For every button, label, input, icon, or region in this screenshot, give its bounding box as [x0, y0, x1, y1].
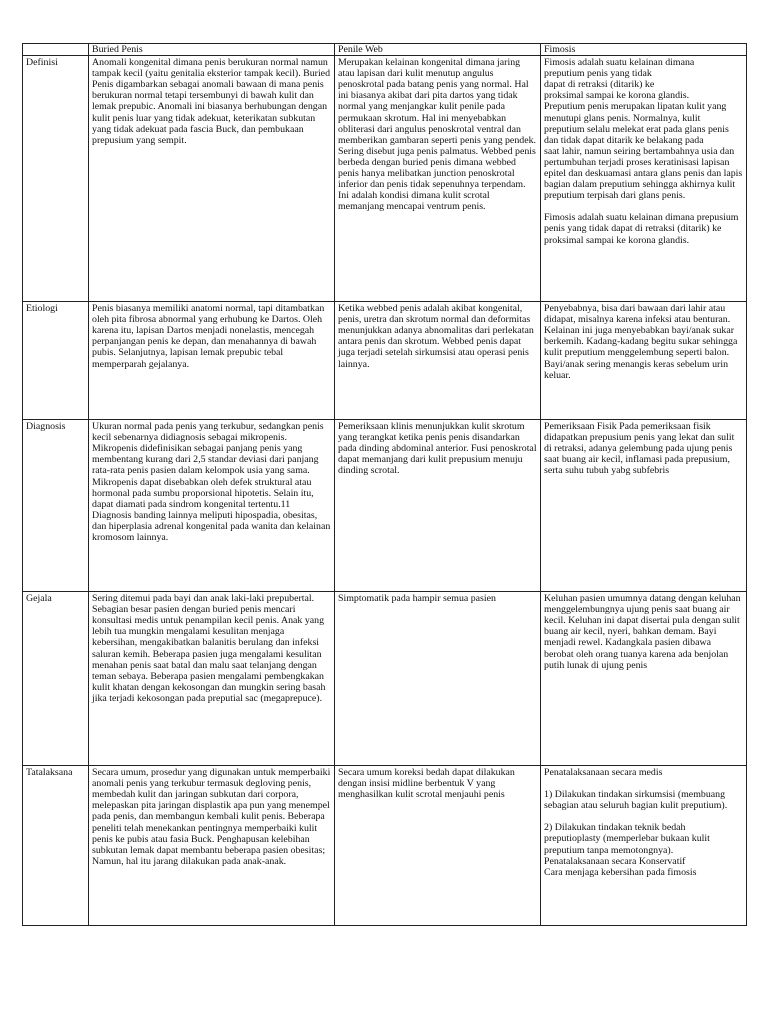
cell-definisi-buried-penis: Anomali kongenital dimana penis berukuran normal namun tampak kecil (yaitu genitalia eksterior tampak kecil). Buried Penis digambarkan sebagai anomali bawaan di mana penis berukuran normal tetapi tersembunyi di bawah kulit dan lemak prepubic. Anomali ini biasanya berhubungan dengan kulit penis luar yang tidak adekuat, keterikatan subkutan yang tidak adekuat pada fascia Buck, dan pembukaan prepusium yang sempit.	[89, 56, 335, 302]
cell-tatalaksana-fimosis	[541, 766, 747, 926]
row-label-diagnosis: Diagnosis	[23, 420, 89, 592]
definisi-fimosis-paragraph-2: Fimosis adalah suatu kelainan dimana prepusium penis yang tidak dapat di retraksi (ditarik) ke proksimal sampai ke korona glandis.	[544, 212, 739, 246]
cell-gejala-buried-penis: Sering ditemui pada bayi dan anak laki-laki prepubertal. Sebagian besar pasien dengan buried penis mencari konsultasi medis untuk penampilan kecil penis. Anak yang lebih tua mungkin mengalami kesulitan menjaga kebersihan, mengakibatkan balanitis berulang dan infeksi saluran kemih. Beberapa pasien juga mengalami kesulitan menahan penis saat batal dan malu saat telanjang dengan teman sebaya. Beberapa pasien mengalami pembengkakan kulit khatan dengan kekosongan dan mungkin sering basah jika terjadi kekosongan pada preputial sac (megaprepuce).	[89, 592, 335, 766]
cell-diagnosis-buried-penis: Ukuran normal pada penis yang terkubur, sedangkan penis kecil sebenarnya didiagnosis sebagai mikropenis. Mikropenis didefinisikan sebagai panjang penis yang membentang kurang dari 2,5 standar deviasi dari panjang rata-rata penis pasien dalam kelompok usia yang sama. Mikropenis dapat disebabkan oleh defek struktural atau hormonal pada sumbu proporsional hipotetis. Selain itu, dapat diamati pada sindrom kongenital tertentu.11 Diagnosis banding lainnya meliputi hipospadia, obesitas, dan hiperplasia adrenal kongenital pada wanita dan kelainan kromosom lainnya.	[89, 420, 335, 592]
row-label-etiologi: Etiologi	[23, 302, 89, 420]
cell-etiologi-buried-penis: Penis biasanya memiliki anatomi normal, tapi ditambatkan oleh pita fibrosa abnormal yang erhubung ke Dartos. Oleh karena itu, lapisan Dartos menjadi nonelastis, mencegah perpanjangan penis ke depan, dan menahannya di bawah pubis. Selanjutnya, lapisan lemak prepubic tebal memperparah gejalanya.	[89, 302, 335, 420]
definisi-fimosis-paragraph-1: Fimosis adalah suatu kelainan dimana preputium penis yang tidak dapat di retraksi (ditarik) ke proksimal sampai ke korona glandis. Preputium penis merupakan lipatan kulit yang menutupi glans penis. Normalnya, kulit preputium selalu melekat erat pada glans penis dan tidak dapat ditarik ke belakang pada saat lahir, namun seiring bertambahnya usia dan pertumbuhan terjadi proses keratinisasi lapisan epitel dan deskuamasi antara glans penis dan lapis bagian dalam preputium sehingga akhirnya kulit preputium terpisah dari glans penis.	[544, 57, 743, 202]
cell-etiologi-penile-web: Ketika webbed penis adalah akibat kongenital, penis, uretra dan skrotum normal dan deformitas menunjukkan adanya abnomalitas dari perlekatan antara penis dan skrotum. Webbed penis dapat juga terjadi setelah sirkumsisi atau operasi penis lainnya.	[335, 302, 541, 420]
tatalaksana-fimosis-heading: Penatalaksanaan secara medis	[544, 767, 663, 779]
cell-diagnosis-fimosis: Pemeriksaan Fisik Pada pemeriksaan fisik didapatkan prepusium penis yang lekat dan sulit di retraksi, adanya gelembung pada ujung penis saat buang air kecil, inflamasi pada prepusium, serta suhu tubuh yabg subfebris	[541, 420, 747, 592]
header-buried-penis: Buried Penis	[89, 44, 335, 56]
header-corner-cell	[23, 44, 89, 56]
cell-diagnosis-penile-web: Pemeriksaan klinis menunjukkan kulit skrotum yang terangkat ketika penis penis disandarkan pada dinding abdominal anterior. Fusi penoskrotal dapat memanjang dari kulit prepusium menuju dinding scrotal.	[335, 420, 541, 592]
header-fimosis: Fimosis	[541, 44, 747, 56]
cell-gejala-fimosis: Keluhan pasien umumnya datang dengan keluhan menggelembungnya ujung penis saat buang air kecil. Keluhan ini dapat disertai pula dengan sulit buang air kecil, nyeri, bahkan demam. Bayi menjadi rewel. Kadangkala pasien dibawa berobat oleh orang tuanya karena ada benjolan putih lunak di ujung penis	[541, 592, 747, 766]
cell-tatalaksana-penile-web: Secara umum koreksi bedah dapat dilakukan dengan insisi midline berbentuk V yang menghasilkan kulit scrotal menjauhi penis	[335, 766, 541, 926]
comparison-table	[22, 43, 747, 926]
cell-definisi-penile-web: Merupakan kelainan kongenital dimana jaring atau lapisan dari kulit menutup angulus penoskrotal pada batang penis yang normal. Hal ini biasanya akibat dari pita dartos yang tidak normal yang menjangkar kulit penile pada permukaan skrotum. Hal ini menyebabkan obliterasi dari angulus penoskrotal ventral dan memberikan gambaran seperti penis yang pendek. Sering disebut juga penis palmatus. Webbed penis berbeda dengan buried penis dimana webbed penis hanya melibatkan junction penoskrotal inferior dan penis tidak sepenuhnya terpendam. Ini adalah kondisi dimana kulit scrotal memanjang mencapai ventrum penis.	[335, 56, 541, 302]
cell-etiologi-fimosis: Penyebabnya, bisa dari bawaan dari lahir atau didapat, misalnya karena infeksi atau benturan. Kelainan ini juga menyebabkan bayi/anak sukar berkemih. Kadang-kadang begitu sukar sehingga kulit preputium menggelembung seperti balon. Bayi/anak sering menangis keras sebelum urin keluar.	[541, 302, 747, 420]
cell-gejala-penile-web: Simptomatik pada hampir semua pasien	[335, 592, 541, 766]
row-definisi	[23, 56, 747, 302]
header-row	[23, 44, 747, 56]
cell-tatalaksana-buried-penis: Secara umum, prosedur yang digunakan untuk memperbaiki anomali penis yang terkubur termasuk degloving penis, membedah kulit dan jaringan subkutan dari corpora, melepaskan pita jaringan displastik apa pun yang menempel pada penis, dan membangun kembali kulit penis. Beberapa peneliti telah menekankan pentingnya memperbaiki kulit penis ke pubis atau fasia Buck. Penghapusan kelebihan subkutan lemak dapat membantu beberapa pasien obesitas; Namun, hal itu jarang dilakukan pada anak-anak.	[89, 766, 335, 926]
row-diagnosis	[23, 420, 747, 592]
tatalaksana-fimosis-item-1: 1) Dilakukan tindakan sirkumsisi (membuang sebagian atau seluruh bagian kulit preputium).	[544, 789, 728, 812]
row-label-gejala: Gejala	[23, 592, 89, 766]
row-gejala	[23, 592, 747, 766]
cell-definisi-fimosis	[541, 56, 747, 302]
row-label-definisi: Definisi	[23, 56, 89, 302]
row-tatalaksana	[23, 766, 747, 926]
row-label-tatalaksana: Tatalaksana	[23, 766, 89, 926]
tatalaksana-fimosis-item-2: 2) Dilakukan tindakan teknik bedah preputioplasty (memperlebar bukaan kulit preputium tanpa memotongnya). Penatalaksanaan secara Konservatif Cara menjaga kebersihan pada fimosis	[544, 822, 710, 878]
row-etiologi	[23, 302, 747, 420]
header-penile-web: Penile Web	[335, 44, 541, 56]
